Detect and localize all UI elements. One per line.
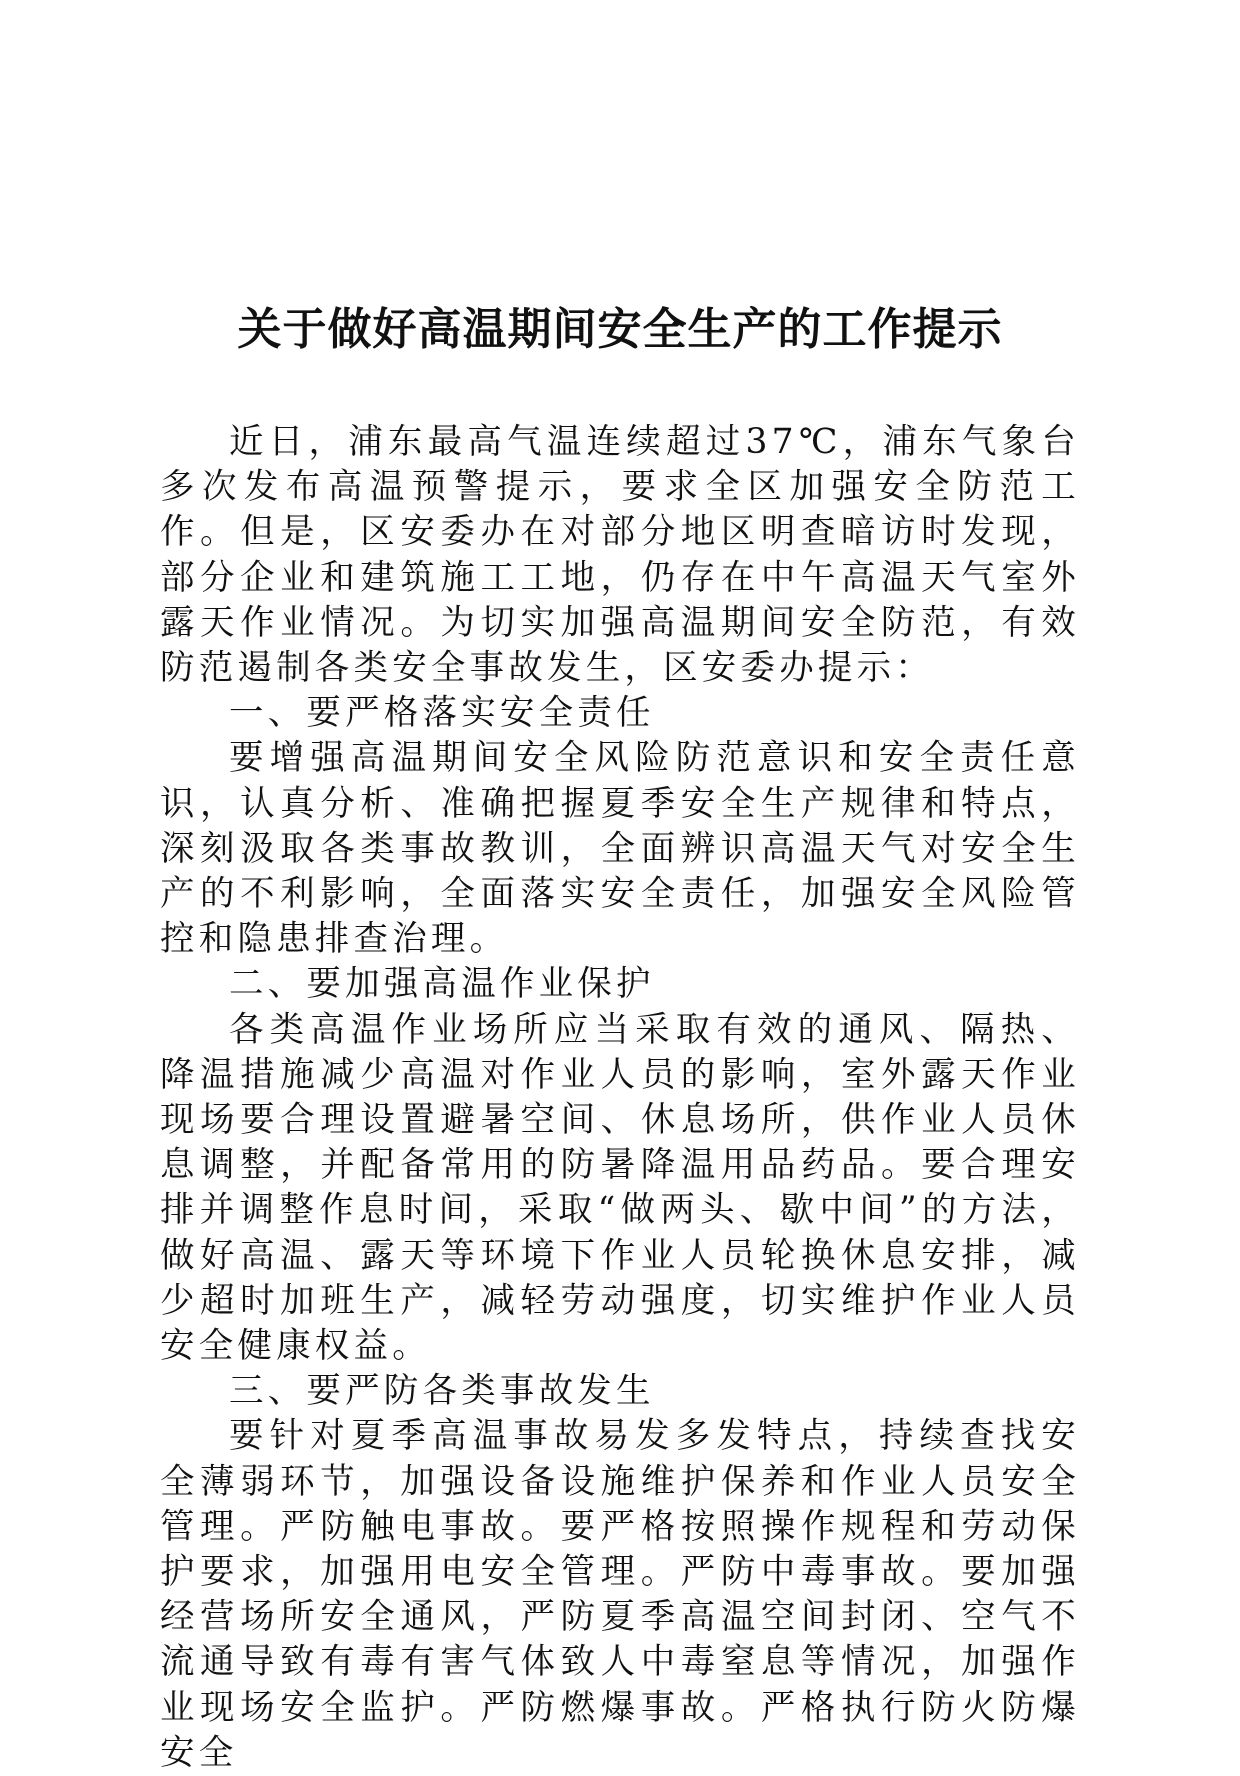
section-1-heading: 一、要严格落实安全责任 xyxy=(229,693,655,734)
intro-paragraph: 近日，浦东最高气温连续超过37℃，浦东气象台多次发布高温预警提示，要求全区加强安全防范工作。但是，区安委办在对部分地区明查暗访时发现，部分企业和建筑施工工地，仍存在中午高温天气室外露天作业情况。为切实加强高温期间安全防范，有效防范遏制各类安全事故发生，区安委办提示： xyxy=(160,422,1080,689)
section-3-heading: 三、要严防各类事故发生 xyxy=(229,1371,655,1412)
document-title: 关于做好高温期间安全生产的工作提示 xyxy=(237,304,1003,355)
section-2-heading: 二、要加强高温作业保护 xyxy=(229,964,655,1005)
document-body xyxy=(160,420,1080,1776)
section-3-paragraph: 要针对夏季高温事故易发多发特点，持续查找安全薄弱环节，加强设备设施维护保养和作业人员安全管理。严防触电事故。要严格按照操作规程和劳动保护要求，加强用电安全管理。严防中毒事故。要加强经营场所安全通风，严防夏季高温空间封闭、空气不流通导致有毒有害气体致人中毒窒息等情况，加强作业现场安全监护。严防燃爆事故。严格执行防火防爆安全 xyxy=(160,1416,1080,1773)
section-1-paragraph: 要增强高温期间安全风险防范意识和安全责任意识，认真分析、准确把握夏季安全生产规律和特点，深刻汲取各类事故教训，全面辨识高温天气对安全生产的不利影响，全面落实安全责任，加强安全风险管控和隐患排查治理。 xyxy=(160,738,1080,960)
section-2-paragraph: 各类高温作业场所应当采取有效的通风、隔热、降温措施减少高温对作业人员的影响，室外露天作业现场要合理设置避暑空间、休息场所，供作业人员休息调整，并配备常用的防暑降温用品药品。要合理安排并调整作息时间，采取“做两头、歇中间”的方法，做好高温、露天等环境下作业人员轮换休息安排，减少超时加班生产，减轻劳动强度，切实维护作业人员安全健康权益。 xyxy=(160,1009,1080,1367)
